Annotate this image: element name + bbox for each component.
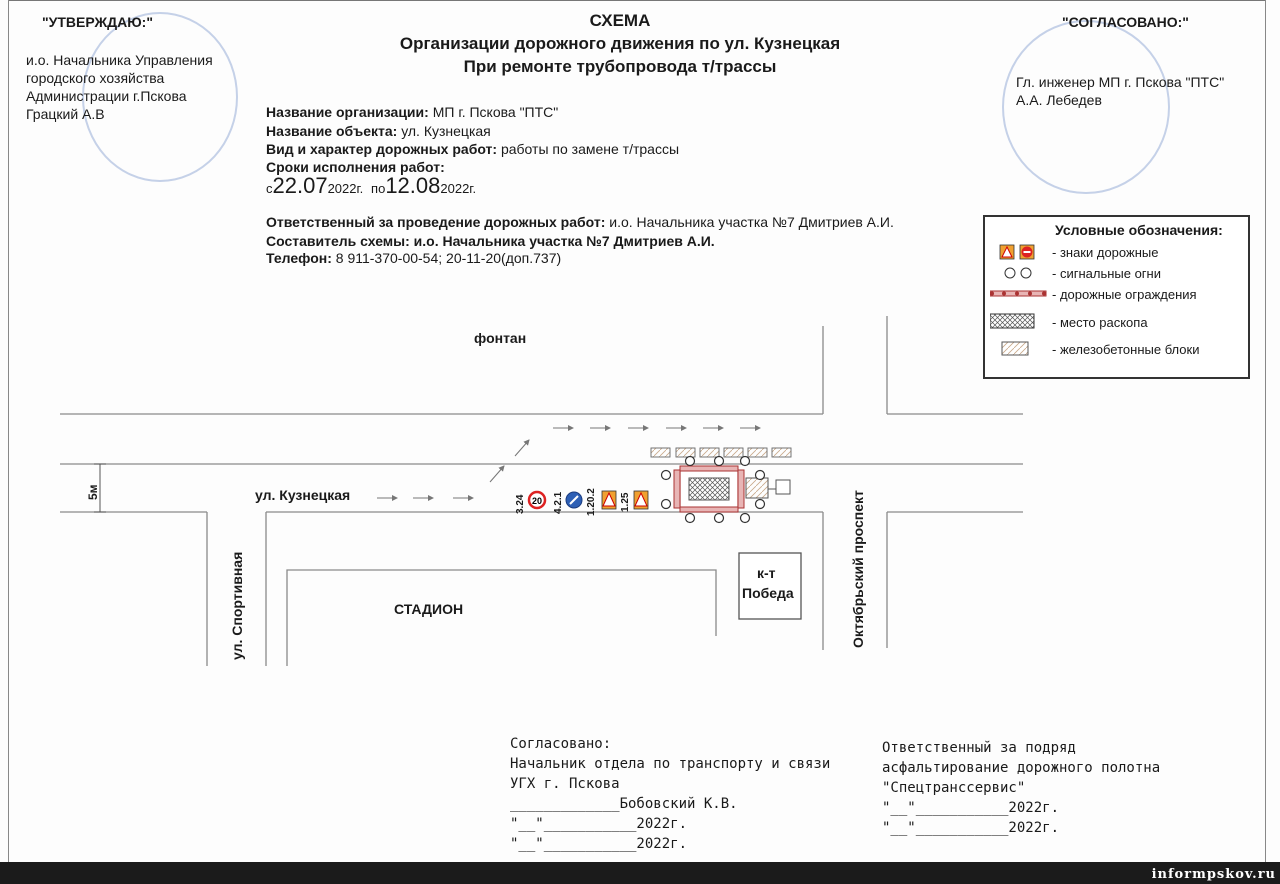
- approved-line-4: Грацкий А.В: [26, 106, 105, 122]
- org-value: МП г. Пскова "ПТС": [432, 104, 559, 120]
- sign-left-line-2: Начальник отдела по транспорту и связи: [510, 756, 831, 772]
- work-label: Вид и характер дорожных работ:: [266, 141, 498, 157]
- kuznetskaya-street-label: ул. Кузнецкая: [255, 487, 351, 503]
- agreed-line-1: Гл. инженер МП г. Пскова "ПТС": [1016, 74, 1225, 90]
- sign-left-line-6: "__"___________2022г.: [510, 836, 688, 852]
- from-suffix: 2022г.: [327, 181, 364, 196]
- phone-label: Телефон:: [266, 250, 332, 266]
- cinema-label-2: Победа: [742, 585, 794, 601]
- approved-line-2: городского хозяйства: [26, 70, 165, 86]
- approved-heading: "УТВЕРЖДАЮ:": [42, 14, 153, 30]
- road-works-sign-icon: [634, 491, 648, 509]
- sign-left-line-1: Согласовано:: [510, 736, 612, 752]
- sign-code-4-2-1: 4.2.1: [553, 491, 564, 514]
- responsible-label: Ответственный за проведение дорожных работ:: [266, 214, 606, 230]
- bottom-bar: [0, 862, 1280, 884]
- legend-item-concrete-blocks: - железобетонные блоки: [1052, 342, 1200, 357]
- excavation-site: [674, 466, 790, 512]
- approved-line-3: Администрации г.Пскова: [26, 88, 187, 104]
- from-date: 22.07: [272, 173, 328, 198]
- to-date: 12.08: [385, 173, 441, 198]
- watermark: informpskov.ru: [1151, 867, 1276, 882]
- sportivnaya-street-label: ул. Спортивная: [229, 551, 245, 660]
- sign-right-line-3: "Спецтранссервис": [882, 780, 1026, 796]
- cinema-label-1: к-т: [757, 565, 776, 581]
- phone-value: 8 911-370-00-54; 20-11-20(доп.737): [335, 250, 562, 266]
- to-prefix: по: [371, 181, 386, 196]
- fontan-label: фонтан: [474, 330, 527, 346]
- from-prefix: с: [266, 181, 273, 196]
- sign-right-line-5: "__"___________2022г.: [882, 820, 1060, 836]
- sign-code-3-24: 3.24: [515, 494, 526, 514]
- legend-title: Условные обозначения:: [1055, 222, 1223, 238]
- terms-label: Сроки исполнения работ:: [266, 159, 445, 175]
- speed-limit-value: 20: [531, 496, 543, 506]
- sign-right-line-2: асфальтирование дорожного полотна: [882, 760, 1161, 776]
- width-label: 5м: [86, 484, 100, 500]
- agreed-heading: "СОГЛАСОВАНО:": [1062, 14, 1189, 30]
- sign-off-left: [510, 734, 830, 854]
- legend-item-road-barriers: - дорожные ограждения: [1052, 287, 1197, 302]
- org-label: Название организации:: [266, 104, 429, 120]
- sign-left-line-3: УГХ г. Пскова: [510, 776, 620, 792]
- sign-code-1-25: 1.25: [620, 492, 631, 512]
- stadium-label: СТАДИОН: [394, 601, 464, 617]
- sign-left-line-4: _____________Бобовский К.В.: [510, 796, 738, 812]
- oktyabrsky-prospect-label: Октябрьский проспект: [850, 490, 866, 648]
- legend-item-signal-lights: - сигнальные огни: [1052, 266, 1161, 281]
- sign-right-line-1: Ответственный за подряд: [882, 740, 1076, 756]
- approved-line-1: и.о. Начальника Управления: [26, 52, 213, 68]
- sign-code-1-20-2: 1.20.2: [586, 488, 597, 516]
- legend-item-excavation: - место раскопа: [1052, 315, 1148, 330]
- title-line-3: При ремонте трубопровода т/трассы: [463, 57, 777, 76]
- object-label: Название объекта:: [266, 123, 398, 139]
- sign-off-right: [882, 738, 1160, 838]
- sign-right-line-4: "__"___________2022г.: [882, 800, 1060, 816]
- agreed-line-2: А.А. Лебедев: [1016, 92, 1102, 108]
- legend-item-road-signs: - знаки дорожные: [1052, 245, 1159, 260]
- work-value: работы по замене т/трассы: [500, 141, 680, 157]
- to-suffix: 2022г.: [440, 181, 477, 196]
- object-value: ул. Кузнецкая: [401, 123, 491, 139]
- responsible-value: и.о. Начальника участка №7 Дмитриев А.И.: [609, 214, 894, 230]
- speed-limit-sign-icon: [529, 492, 545, 508]
- title-line-1: СХЕМА: [589, 11, 651, 30]
- title-line-2: Организации дорожного движения по ул. Кузнецкая: [399, 34, 841, 53]
- sign-left-line-5: "__"___________2022г.: [510, 816, 688, 832]
- narrowing-sign-icon: [602, 491, 616, 509]
- concrete-blocks: [651, 448, 791, 457]
- road-edges: [60, 316, 1023, 666]
- keep-right-sign-icon: [566, 492, 582, 508]
- compiler-row: Составитель схемы: и.о. Начальника участка №7 Дмитриев А.И.: [266, 233, 715, 249]
